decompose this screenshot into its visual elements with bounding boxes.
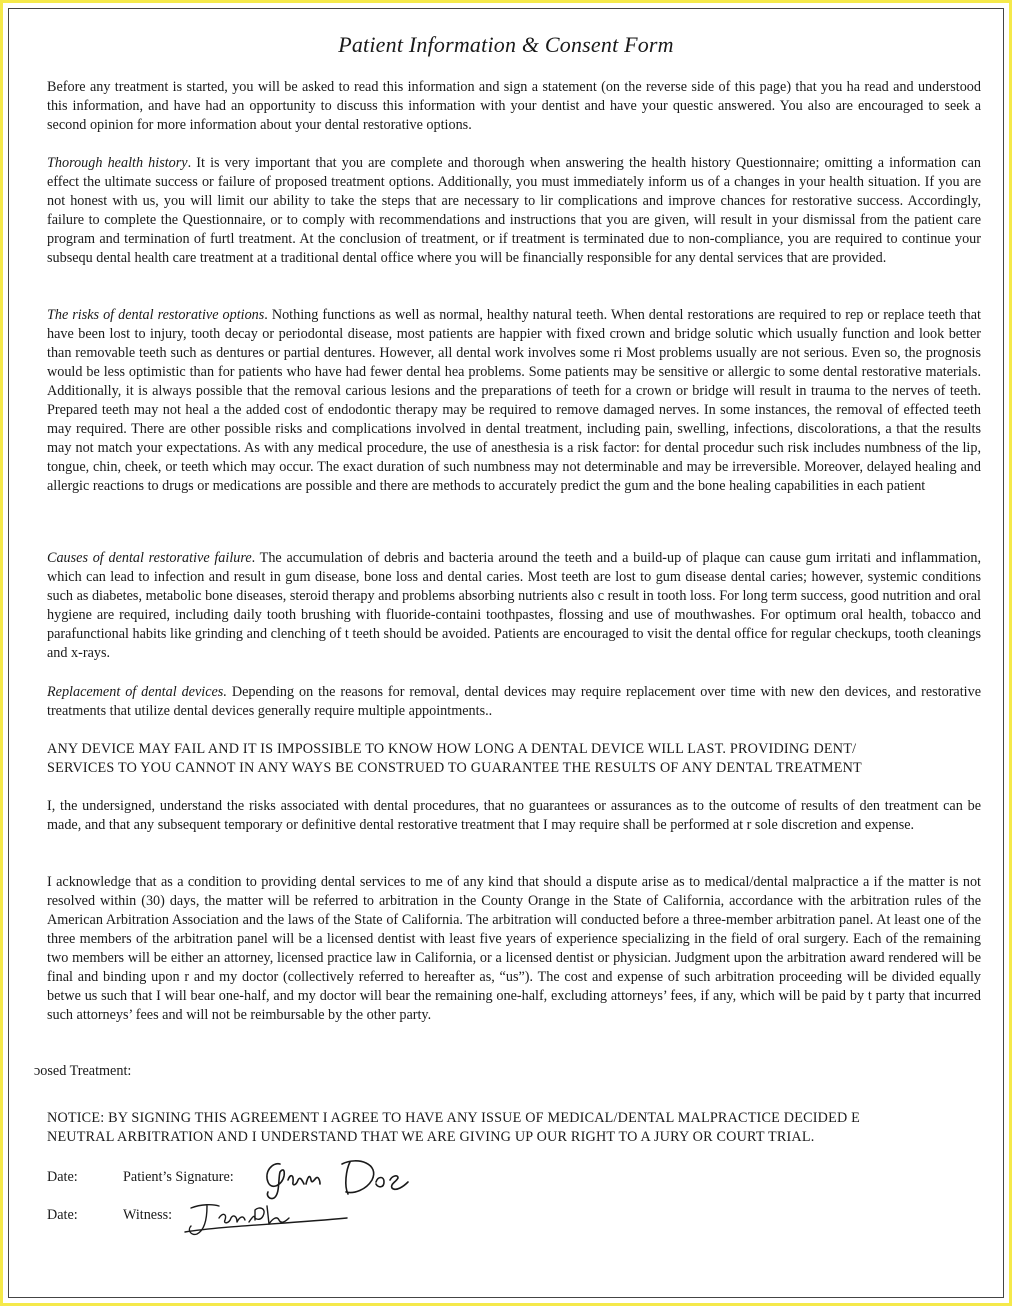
section-health-history	[47, 154, 981, 268]
section-text: . It is very important that you are complete and thorough when answering the health history Questionnaire; omitting a information can effect the ultimate success or failure of proposed treatment options. Additionally, you must immediately inform us of a changes in your health situation. If you are not honest with us, you will limit our ability to take the steps that are necessary to lir complications and improve chances for restorative success. Accordingly, failure to complete the Questionnaire, or to comply with recommendations and instructions that you are given, will result in your dismissal from the patient care program and termination of furtl treatment. At the conclusion of treatment, or if treatment is terminated due to non-compliance, you are required to continue your subsequ dental health care treatment at a traditional dental office where you will be financially responsible for any dental services that are provided.	[47, 155, 981, 266]
form-title: Patient Information & Consent Form	[338, 32, 674, 57]
notice-line-1: NOTICE: BY SIGNING THIS AGREEMENT I AGREE TO HAVE ANY ISSUE OF MEDICAL/DENTAL MALPRACTICE DECIDED E	[47, 1110, 861, 1126]
section-text: Depending on the reasons for removal, dental devices may require replacement over time with new den devices, and restorative treatments that utilize dental devices generally require multiple appointments..	[47, 684, 981, 719]
patient-signature-label: Patient’s Signature:	[123, 1169, 234, 1185]
section-risks	[47, 306, 981, 496]
intro-text: Before any treatment is started, you will be asked to read this information and sign a statement (on the reverse side of this page) that you ha read and understood this information, and have had an opportunity to discuss this information with your dentist and have your questic answered. You also are encouraged to seek a second opinion for more information about your dental restorative options.	[47, 79, 981, 133]
date-label-patient: Date:	[47, 1169, 78, 1185]
proposed-treatment-label: ɔosed Treatment:	[34, 1063, 132, 1079]
witness-label: Witness:	[123, 1207, 173, 1223]
device-warning	[47, 740, 981, 778]
patient-signature	[258, 1150, 418, 1202]
witness-signature	[183, 1196, 353, 1242]
undersigned-paragraph	[47, 797, 981, 835]
arbitration-notice	[47, 1109, 981, 1147]
section-title: Causes of dental restorative failure	[47, 550, 252, 566]
section-title: The risks of dental restorative options	[47, 307, 265, 323]
section-text: . The accumulation of debris and bacteria around the teeth and a build-up of plaque can cause gum irritati and inflammation, which can lead to infection and result in gum disease, bone loss and dental caries. Most teeth are lost to gum disease dental caries; however, systemic conditions such as diabetes, metabolic bone diseases, steroid therapy and problems absorbing nutrients also c result in tooth loss. For long term success, good nutrition and oral hygiene are required, including daily tooth brushing with fluoride-containi toothpastes, flossing and use of mouthwashes. For optimum oral health, tobacco and parafunctional habits like grinding and clenching of t teeth should be avoided. Patients are encouraged to visit the dental office for regular checkups, tooth cleanings and x-rays.	[47, 550, 981, 661]
warning-line-1: ANY DEVICE MAY FAIL AND IT IS IMPOSSIBLE TO KNOW HOW LONG A DENTAL DEVICE WILL LAST. PROVIDING DENT/	[47, 741, 857, 757]
section-replacement	[47, 683, 981, 721]
arbitration-text: I acknowledge that as a condition to providing dental services to me of any kind that should a dispute arise as to medical/dental malpractice a if the matter is not resolved within (30) days, the matter will be referred to arbitration in the County Orange in the State of California, accordance with the arbitration rules of the American Arbitration Association and the laws of the State of California. The arbitration will conducted before a three-member arbitration panel. At least one of the three members of the arbitration panel will be a licensed dentist with least five years of experience specializing in the field of oral surgery. Each of the remaining two members will be either an attorney, licensed practice law in California, or a licensed dentist or physician. Judgment upon the arbitration award rendered will be final and binding upon r and my doctor (collectively referred to hereafter as, “us”). The cost and expense of such arbitration proceeding will be divided equally betwe us such that I will bear one-half, and my doctor will bear the remaining one-half, excluding attorneys’ fees, if any, which will be paid by t party that incurred such attorneys’ fees and will not be reimbursable by the other party.	[47, 874, 981, 1023]
date-label-witness: Date:	[47, 1207, 78, 1223]
undersigned-text: I, the undersigned, understand the risks associated with dental procedures, that no guarantees or assurances as to the outcome of results of den treatment can be made, and that any subsequent temporary or definitive dental restorative treatment that I may require shall be performed at r sole discretion and expense.	[47, 798, 981, 833]
section-causes-failure	[47, 549, 981, 663]
arbitration-paragraph	[47, 873, 981, 1025]
section-text: . Nothing functions as well as normal, healthy natural teeth. When dental restorations are required to rep or replace teeth that have been lost to injury, tooth decay or periodontal disease, most patients are happier with fixed crown and bridge solutic which usually function and look better than removable teeth such as dentures or partial dentures. However, all dental work involves some ri Most problems usually are not serious. Even so, the prognosis would be less optimistic than for patients who have had fewer dental hea problems. Some patients may be sensitive or allergic to some dental restorative materials. Additionally, it is always possible that the removal carious lesions and the preparations of teeth for a crown or bridge will result in trauma to the nerves of teeth. Prepared teeth may not heal a the added cost of endodontic therapy may be required to remove damaged nerves. In some instances, the removal of effected teeth may required. There are other possible risks and complications involved in dental treatment, including pain, swelling, infections, discolorations, a that the results may not match your expectations. As with any medical procedure, the use of anesthesia is a risk factor: for dental procedur such risk includes numbness of the lip, tongue, chin, cheek, or teeth which may occur. The exact duration of such numbness may not determinable and may be irreversible. Moreover, delayed healing and allergic reactions to drugs or medications are possible and there are methods to accurately predict the gum and the bone healing capabilities in each patient	[47, 307, 981, 494]
section-title: Replacement of dental devices.	[47, 684, 227, 700]
notice-line-2: NEUTRAL ARBITRATION AND I UNDERSTAND THAT WE ARE GIVING UP OUR RIGHT TO A JURY OR COURT TRIAL.	[47, 1129, 815, 1145]
warning-line-2: SERVICES TO YOU CANNOT IN ANY WAYS BE CONSTRUED TO GUARANTEE THE RESULTS OF ANY DENTAL TREATMENT	[47, 760, 862, 776]
intro-paragraph	[47, 78, 981, 135]
section-title: Thorough health history	[47, 155, 188, 171]
